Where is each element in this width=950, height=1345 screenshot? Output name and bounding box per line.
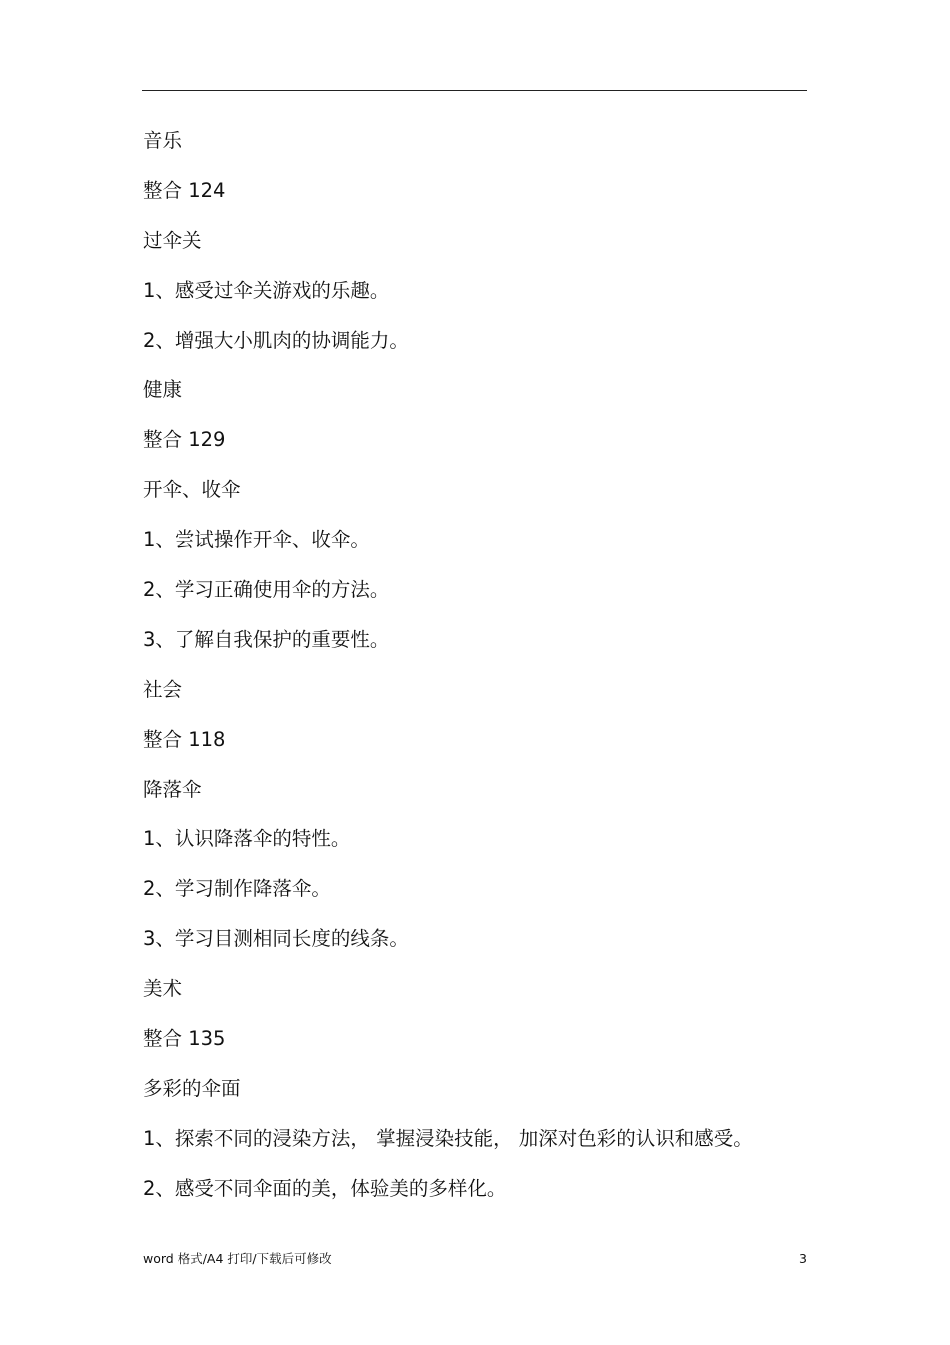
objective-item: 2、增强大小肌肉的协调能力。 xyxy=(143,328,409,352)
subject-heading-society: 社会 xyxy=(143,677,183,701)
subject-heading-music: 音乐 xyxy=(143,129,183,152)
objective-item: 2、感受不同伞面的美，体验美的多样化。 xyxy=(143,1176,507,1200)
objective-item: 1、尝试操作开伞、收伞。 xyxy=(143,528,370,552)
objective-item: 3、了解自我保护的重要性。 xyxy=(143,627,390,651)
integration-ref: 整合 135 xyxy=(143,1027,226,1051)
footer-note: word 格式/A4 打印/下载后可修改 xyxy=(143,1251,332,1266)
document-body xyxy=(143,116,823,1214)
activity-title: 开伞、收伞 xyxy=(143,478,241,502)
objective-item: 1、感受过伞关游戏的乐趣。 xyxy=(143,278,390,302)
objective-item: 1、探索不同的浸染方法， 掌握浸染技能， 加深对色彩的认识和感受。 xyxy=(143,1126,753,1150)
subject-heading-health: 健康 xyxy=(143,378,183,402)
page-footer xyxy=(143,1249,807,1269)
objective-item: 1、认识降落伞的特性。 xyxy=(143,827,351,851)
integration-ref: 整合 129 xyxy=(143,428,226,452)
integration-ref: 整合 124 xyxy=(143,178,226,202)
activity-title: 降落伞 xyxy=(143,777,202,801)
objective-item: 3、学习目测相同长度的线条。 xyxy=(143,927,409,951)
activity-title: 多彩的伞面 xyxy=(143,1076,241,1100)
subject-heading-art: 美术 xyxy=(143,977,183,1001)
header-rule xyxy=(142,90,807,91)
page-number: 3 xyxy=(799,1251,807,1266)
activity-title: 过伞关 xyxy=(143,228,202,252)
objective-item: 2、学习制作降落伞。 xyxy=(143,877,331,901)
integration-ref: 整合 118 xyxy=(143,727,226,751)
objective-item: 2、学习正确使用伞的方法。 xyxy=(143,578,390,602)
